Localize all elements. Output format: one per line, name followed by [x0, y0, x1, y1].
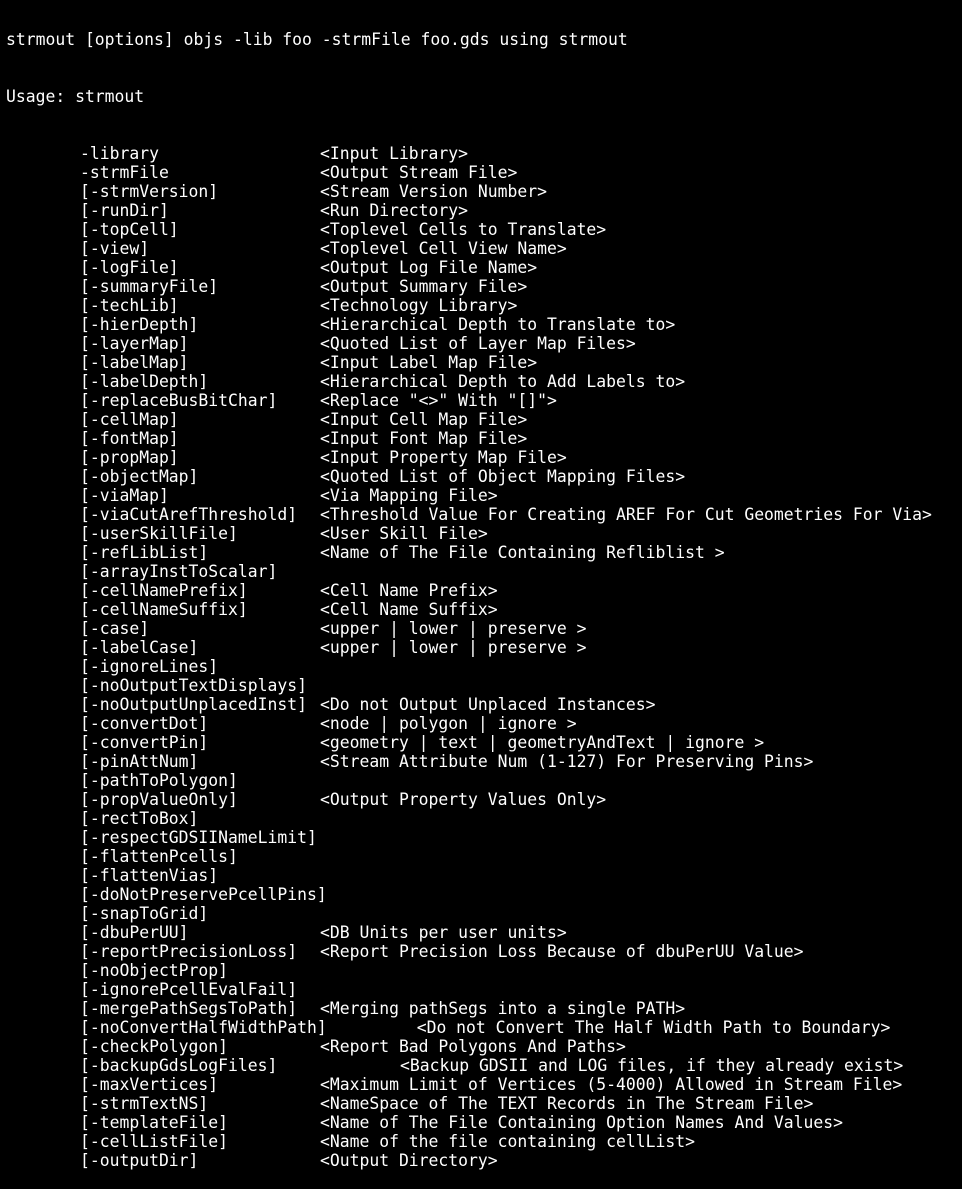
- option-flag: [-logFile]: [80, 258, 179, 277]
- option-row: [0, 657, 962, 676]
- option-row: [0, 1075, 962, 1094]
- option-flag: [-backupGdsLogFiles]: [80, 1056, 278, 1075]
- option-description: <geometry | text | geometryAndText | ignore >: [320, 733, 765, 752]
- option-flag: [-propMap]: [80, 448, 179, 467]
- option-flag: [-refLibList]: [80, 543, 209, 562]
- option-description: <node | polygon | ignore >: [320, 714, 577, 733]
- option-flag: [-ignoreLines]: [80, 657, 219, 676]
- option-flag: [-noOutputUnplacedInst]: [80, 695, 307, 714]
- option-description: <Quoted List of Layer Map Files>: [320, 334, 636, 353]
- option-row: [0, 885, 962, 904]
- option-row: [0, 904, 962, 923]
- option-flag: [-ignorePcellEvalFail]: [80, 980, 298, 999]
- option-row: [0, 1018, 962, 1037]
- option-description: <Output Directory>: [320, 1151, 498, 1170]
- option-row: [0, 999, 962, 1018]
- option-flag: [-fontMap]: [80, 429, 179, 448]
- option-row: [0, 467, 962, 486]
- option-row: [0, 163, 962, 182]
- option-description: <Report Precision Loss Because of dbuPerUU Value>: [320, 942, 804, 961]
- option-row: [0, 581, 962, 600]
- option-row: [0, 543, 962, 562]
- option-flag: [-respectGDSIINameLimit]: [80, 828, 317, 847]
- option-flag: [-layerMap]: [80, 334, 189, 353]
- option-row: [0, 391, 962, 410]
- option-description: <Name of the file containing cellList>: [320, 1132, 695, 1151]
- option-description: <Stream Version Number>: [320, 182, 547, 201]
- option-flag: [-flattenVias]: [80, 866, 219, 885]
- option-row: [0, 505, 962, 524]
- options-list: [0, 144, 962, 1170]
- option-flag: [-dbuPerUU]: [80, 923, 189, 942]
- option-description: <Input Property Map File>: [320, 448, 567, 467]
- option-description: <Threshold Value For Creating AREF For Cut Geometries For Via>: [320, 505, 932, 524]
- option-description: <Quoted List of Object Mapping Files>: [320, 467, 686, 486]
- option-flag: [-propValueOnly]: [80, 790, 238, 809]
- option-flag: [-cellNamePrefix]: [80, 581, 248, 600]
- option-flag: [-labelCase]: [80, 638, 199, 657]
- option-flag: [-noOutputTextDisplays]: [80, 676, 307, 695]
- option-flag: [-cellNameSuffix]: [80, 600, 248, 619]
- option-description: <User Skill File>: [320, 524, 488, 543]
- option-description: <Toplevel Cell View Name>: [320, 239, 567, 258]
- option-row: [0, 315, 962, 334]
- option-flag: [-userSkillFile]: [80, 524, 238, 543]
- option-row: [0, 866, 962, 885]
- option-row: [0, 258, 962, 277]
- option-row: [0, 372, 962, 391]
- option-row: [0, 695, 962, 714]
- option-row: [0, 334, 962, 353]
- option-row: [0, 733, 962, 752]
- option-row: [0, 524, 962, 543]
- option-row: [0, 980, 962, 999]
- option-row: [0, 486, 962, 505]
- option-flag: -strmFile: [80, 163, 169, 182]
- option-row: [0, 239, 962, 258]
- option-flag: [-maxVertices]: [80, 1075, 219, 1094]
- option-flag: [-techLib]: [80, 296, 179, 315]
- option-flag: [-case]: [80, 619, 150, 638]
- option-row: [0, 182, 962, 201]
- option-flag: [-pathToPolygon]: [80, 771, 238, 790]
- option-description: <Input Font Map File>: [320, 429, 528, 448]
- option-description: <Merging pathSegs into a single PATH>: [320, 999, 686, 1018]
- option-flag: [-reportPrecisionLoss]: [80, 942, 298, 961]
- option-flag: [-snapToGrid]: [80, 904, 209, 923]
- option-flag: [-view]: [80, 239, 150, 258]
- option-row: [0, 600, 962, 619]
- option-description: <Input Label Map File>: [320, 353, 538, 372]
- option-row: [0, 429, 962, 448]
- option-description: <Hierarchical Depth to Translate to>: [320, 315, 676, 334]
- option-row: [0, 1056, 962, 1075]
- option-description: <NameSpace of The TEXT Records in The Stream File>: [320, 1094, 814, 1113]
- option-row: [0, 790, 962, 809]
- option-description: <Do not Convert The Half Width Path to Boundary>: [416, 1018, 891, 1037]
- option-description: <Hierarchical Depth to Add Labels to>: [320, 372, 686, 391]
- option-flag: [-cellListFile]: [80, 1132, 229, 1151]
- option-flag: [-templateFile]: [80, 1113, 229, 1132]
- option-row: [0, 752, 962, 771]
- option-flag: [-convertPin]: [80, 733, 209, 752]
- option-description: <Toplevel Cells to Translate>: [320, 220, 607, 239]
- option-row: [0, 1113, 962, 1132]
- option-flag: [-noConvertHalfWidthPath]: [80, 1018, 327, 1037]
- option-row: [0, 1037, 962, 1056]
- option-row: [0, 562, 962, 581]
- option-flag: [-labelMap]: [80, 353, 189, 372]
- option-row: [0, 942, 962, 961]
- option-description: <Run Directory>: [320, 201, 469, 220]
- option-flag: [-strmVersion]: [80, 182, 219, 201]
- option-description: <Cell Name Prefix>: [320, 581, 498, 600]
- option-flag: [-topCell]: [80, 220, 179, 239]
- option-row: [0, 277, 962, 296]
- option-flag: -library: [80, 144, 159, 163]
- option-flag: [-runDir]: [80, 201, 169, 220]
- option-row: [0, 828, 962, 847]
- option-row: [0, 771, 962, 790]
- usage-line: Usage: strmout: [6, 87, 145, 106]
- option-row: [0, 201, 962, 220]
- option-flag: [-replaceBusBitChar]: [80, 391, 278, 410]
- option-description: <Report Bad Polygons And Paths>: [320, 1037, 626, 1056]
- clipped-previous-line: strmout [options] objs -lib foo -strmFile foo.gds using strmout: [6, 30, 628, 49]
- option-description: <Output Stream File>: [320, 163, 518, 182]
- option-flag: [-mergePathSegsToPath]: [80, 999, 298, 1018]
- option-flag: [-noObjectProp]: [80, 961, 229, 980]
- option-flag: [-labelDepth]: [80, 372, 209, 391]
- option-row: [0, 1132, 962, 1151]
- option-description: <Replace "<>" With "[]">: [320, 391, 557, 410]
- option-description: <Name of The File Containing Refliblist >: [320, 543, 725, 562]
- option-description: <DB Units per user units>: [320, 923, 567, 942]
- option-row: [0, 638, 962, 657]
- option-description: <Backup GDSII and LOG files, if they already exist>: [400, 1056, 904, 1075]
- option-row: [0, 296, 962, 315]
- option-flag: [-convertDot]: [80, 714, 209, 733]
- option-flag: [-viaCutArefThreshold]: [80, 505, 298, 524]
- option-flag: [-strmTextNS]: [80, 1094, 209, 1113]
- option-row: [0, 809, 962, 828]
- option-description: <Maximum Limit of Vertices (5-4000) Allowed in Stream File>: [320, 1075, 903, 1094]
- option-description: <Via Mapping File>: [320, 486, 498, 505]
- option-flag: [-cellMap]: [80, 410, 179, 429]
- option-row: [0, 1094, 962, 1113]
- option-row: [0, 144, 962, 163]
- option-description: <upper | lower | preserve >: [320, 638, 587, 657]
- option-row: [0, 923, 962, 942]
- option-row: [0, 676, 962, 695]
- option-flag: [-viaMap]: [80, 486, 169, 505]
- option-description: <Name of The File Containing Option Names And Values>: [320, 1113, 844, 1132]
- option-row: [0, 353, 962, 372]
- option-description: <Output Summary File>: [320, 277, 528, 296]
- option-row: [0, 448, 962, 467]
- option-description: <Output Log File Name>: [320, 258, 538, 277]
- option-flag: [-objectMap]: [80, 467, 199, 486]
- option-flag: [-pinAttNum]: [80, 752, 199, 771]
- option-flag: [-summaryFile]: [80, 277, 219, 296]
- option-flag: [-rectToBox]: [80, 809, 199, 828]
- option-flag: [-hierDepth]: [80, 315, 199, 334]
- option-description: <Input Library>: [320, 144, 469, 163]
- option-description: <Do not Output Unplaced Instances>: [320, 695, 656, 714]
- option-row: [0, 847, 962, 866]
- option-description: <Stream Attribute Num (1-127) For Preserving Pins>: [320, 752, 814, 771]
- option-flag: [-arrayInstToScalar]: [80, 562, 278, 581]
- option-description: <Input Cell Map File>: [320, 410, 528, 429]
- option-description: <upper | lower | preserve >: [320, 619, 587, 638]
- option-flag: [-flattenPcells]: [80, 847, 238, 866]
- option-row: [0, 220, 962, 239]
- option-description: <Cell Name Suffix>: [320, 600, 498, 619]
- option-flag: [-doNotPreservePcellPins]: [80, 885, 327, 904]
- option-row: [0, 410, 962, 429]
- option-row: [0, 619, 962, 638]
- option-description: <Output Property Values Only>: [320, 790, 607, 809]
- option-flag: [-checkPolygon]: [80, 1037, 229, 1056]
- option-flag: [-outputDir]: [80, 1151, 199, 1170]
- option-description: <Technology Library>: [320, 296, 518, 315]
- option-row: [0, 1151, 962, 1170]
- option-row: [0, 961, 962, 980]
- option-row: [0, 714, 962, 733]
